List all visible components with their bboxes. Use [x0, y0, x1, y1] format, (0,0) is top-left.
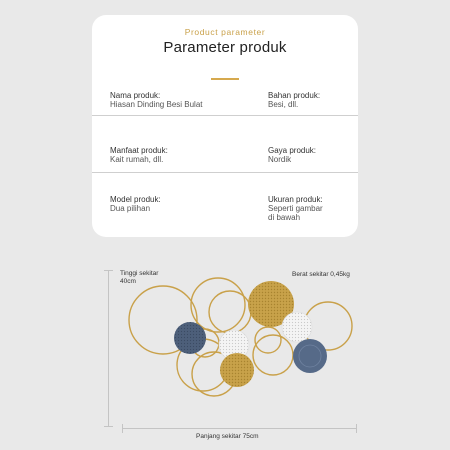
page-title: Parameter produk	[163, 39, 287, 56]
spec-value: Kait rumah, dll.	[110, 155, 164, 164]
navy-disc	[174, 322, 206, 354]
height-label: Tinggi sekitar 40cm	[120, 270, 159, 285]
weight-label: Berat sekitar 0,45kg	[292, 271, 350, 278]
blue-disc	[293, 339, 327, 373]
spec-value: Nordik	[268, 155, 292, 164]
gold-disc-bottom	[220, 353, 254, 387]
white-disc-small	[282, 312, 312, 342]
spec-label: Nama produk:	[110, 91, 161, 100]
spec-value: Dua pilihan	[110, 204, 151, 213]
spec-value: Seperti gambar di bawah	[268, 204, 323, 222]
spec-value: Besi, dll.	[268, 100, 299, 109]
spec-label: Gaya produk:	[268, 146, 317, 155]
product-parameter-subtitle: Product parameter	[184, 27, 266, 37]
spec-label: Model produk:	[110, 195, 161, 204]
spec-label: Ukuran produk:	[268, 195, 323, 204]
spec-value: Hiasan Dinding Besi Bulat	[110, 100, 203, 109]
width-label: Panjang sekitar 75cm	[196, 433, 259, 440]
spec-label: Manfaat produk:	[110, 146, 168, 155]
spec-label: Bahan produk:	[268, 91, 321, 100]
